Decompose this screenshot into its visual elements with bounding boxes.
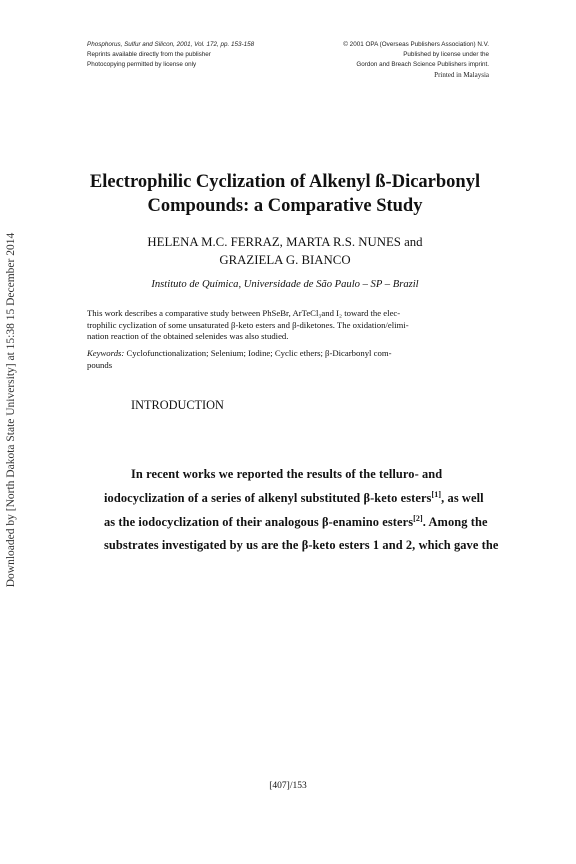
journal-citation: Phosphorus, Sulfur and Silicon, 2001, Vol. 172, pp. 153-158 (87, 41, 255, 48)
download-watermark (2, 185, 20, 635)
license-line: Published by license under the (403, 51, 489, 58)
abstract-line-2: trophilic cyclization of some unsaturated β-keto esters and β-diketones. The oxidation/elimi- (87, 319, 409, 330)
download-note-text: Downloaded by [North Dakota State University] at 15:38 15 December 2014 (5, 232, 17, 588)
reprints-note: Reprints available directly from the publisher (87, 51, 211, 58)
section-heading: INTRODUCTION (131, 398, 224, 412)
paper-title (60, 170, 510, 218)
abstract-line-3: nation reaction of the obtained selenides was also studied. (87, 331, 289, 342)
abstract-line-1: This work describes a comparative study between PhSeBr, ArTeCl₃and I₂ toward the elec- (87, 308, 401, 318)
publisher-line: Gordon and Breach Science Publishers imprint. (356, 61, 489, 68)
header-left (87, 40, 254, 70)
title-line-2: Compounds: a Comparative Study (147, 196, 423, 216)
copyright-line: © 2001 OPA (Overseas Publishers Association) N.V. (343, 41, 489, 48)
keywords-label: Keywords: (87, 348, 125, 358)
keywords-line-2: pounds (87, 359, 113, 370)
photocopy-note: Photocopying permitted by license only (87, 61, 197, 68)
reference-2: [2] (413, 513, 423, 523)
body-line-2 (104, 487, 491, 511)
body-line-3-text: as the iodocyclization of their analogous β-enamino esters (104, 514, 414, 529)
page-number: [407]/153 (269, 781, 307, 791)
keywords-text: Cyclofunctionalization; Selenium; Iodine; Cyclic ethers; β-Dicarbonyl com- (124, 348, 392, 358)
body-paragraph (104, 463, 499, 558)
body-line-1: In recent works we reported the results of the telluro- and (131, 467, 443, 481)
affiliation: Instituto de Química, Universidade de São Paulo – SP – Brazil (151, 279, 419, 290)
title-line-1: Electrophilic Cyclization of Alkenyl ß-Dicarbonyl (89, 172, 481, 192)
body-line-3-tail: . Among the (422, 514, 488, 529)
body-line-2-tail: , as well (441, 490, 484, 505)
keywords (87, 348, 491, 371)
body-line-3 (104, 511, 491, 535)
body-line-4: substrates investigated by us are the β-keto esters 1 and 2, which gave the (104, 538, 499, 553)
authors-line-2: GRAZIELA G. BIANCO (219, 253, 351, 267)
header-right (310, 40, 489, 80)
abstract (87, 308, 491, 343)
reference-1: [1] (431, 489, 442, 499)
keywords-line-1 (87, 348, 491, 360)
author-list (60, 233, 510, 269)
authors-line-1: HELENA M.C. FERRAZ, MARTA R.S. NUNES and (147, 235, 423, 249)
printed-in-line: Printed in Malaysia (434, 71, 489, 79)
body-line-2-text: iodocyclization of a series of alkenyl substituted β-keto esters (104, 490, 432, 505)
